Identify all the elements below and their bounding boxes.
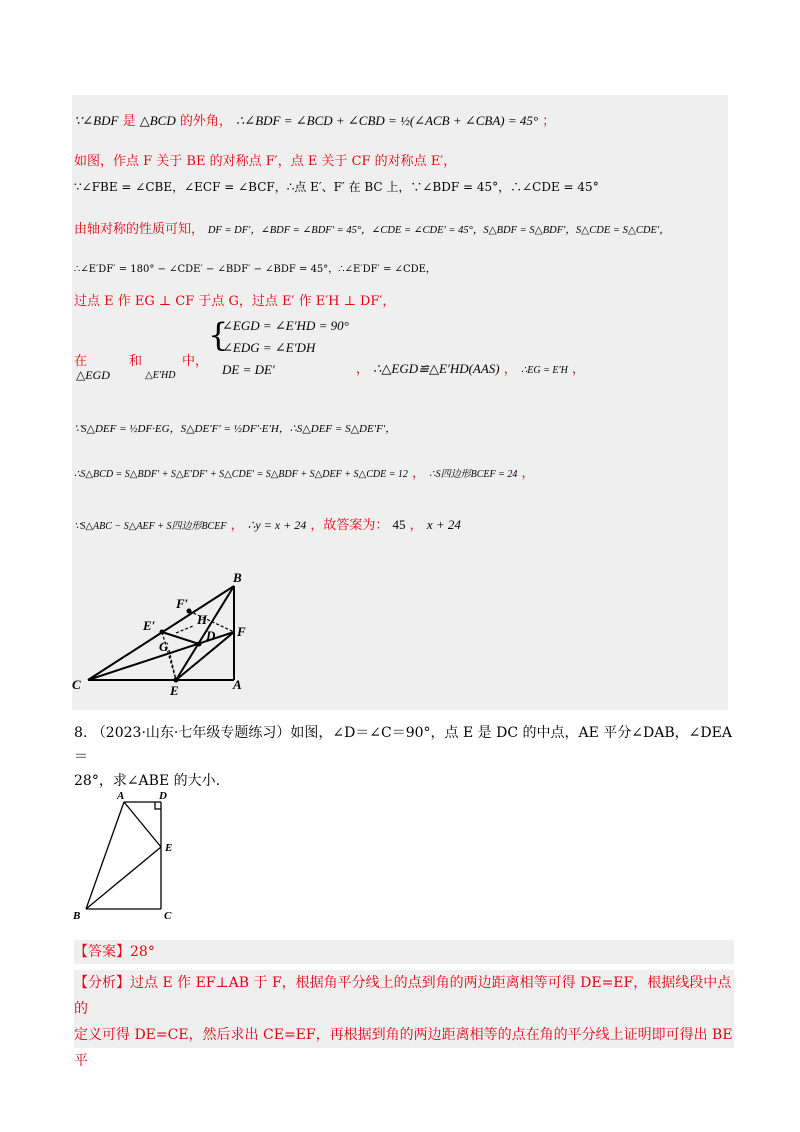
point-e-prime bbox=[160, 630, 165, 635]
solution-line-8: ∵S△DEF = ½DF·EG，S△DE′F′ = ½DF′·E′H，∴S△DEF = S△DE′F′， bbox=[74, 423, 397, 435]
math-text: ∴y = x + 24 bbox=[247, 518, 307, 532]
math-text: ∴EG = E′H bbox=[520, 365, 568, 376]
solution-line-3: ∵∠FBE = ∠CBE，∠ECF = ∠BCF，∴点 E′、F′ 在 BC 上，∵∠BDF = 45°，∴∠CDE = 45° bbox=[74, 180, 599, 194]
question-8 bbox=[74, 721, 734, 793]
label-g: G bbox=[159, 639, 169, 654]
system-eq-1: ∠EGD = ∠E′HD = 90° bbox=[222, 318, 349, 333]
label-f-prime: F′ bbox=[176, 596, 189, 611]
solution-line-7-d bbox=[356, 358, 585, 377]
answer-value: 28° bbox=[130, 944, 155, 960]
text: 是 bbox=[122, 114, 136, 129]
text: ， bbox=[572, 362, 586, 377]
label-a: A bbox=[117, 790, 125, 802]
label-h: H bbox=[197, 612, 208, 627]
dashed-e-prime-h bbox=[176, 626, 193, 633]
answer-tag: 【答案】 bbox=[74, 944, 130, 960]
solution-line-7-b: 和 bbox=[129, 354, 143, 369]
label-a: A bbox=[233, 677, 242, 692]
solution-line-4 bbox=[74, 218, 670, 237]
text: 由轴对称的性质可知， bbox=[74, 222, 205, 237]
triangle-ehd: △E′HD bbox=[145, 370, 176, 381]
brace: { bbox=[208, 316, 229, 354]
text: ，故答案为： bbox=[310, 518, 389, 533]
math-text: DF = DF′，∠BDF = ∠BDF′ = 45°，∠CDE = ∠CDE′ = 45°，S△BDF = S△BDF′，S△CDE = S△CDE′， bbox=[207, 225, 670, 236]
system-eq-3: DE = DE′ bbox=[222, 362, 275, 377]
label-d: D bbox=[159, 790, 167, 802]
math-text: ∵S△ABC − S△AEF + S四边形BCEF bbox=[74, 521, 227, 532]
analysis-text-2: 定义可得 DE=CE，然后求出 CE=EF，再根据到角的两边距离相等的点在角的平分线上证明即可得出 BE 平 bbox=[74, 1027, 733, 1069]
question-source: （2023·山东·七年级专题练习） bbox=[91, 725, 291, 741]
text: ， bbox=[412, 466, 426, 481]
text: ， bbox=[409, 518, 423, 533]
dashed-eg bbox=[169, 650, 176, 680]
text: ， bbox=[521, 466, 535, 481]
text: 的外角， bbox=[179, 114, 232, 129]
math-text: ∴△EGD≌△E′HD(AAS) bbox=[373, 361, 500, 376]
question-text-2: 28°，求∠ABE 的大小. bbox=[74, 773, 221, 789]
solution-line-1 bbox=[74, 110, 555, 129]
math-text: ∴S四边形BCEF = 24 bbox=[429, 469, 518, 480]
label-c: C bbox=[72, 677, 81, 692]
question-text-1: 如图，∠D＝∠C＝90°，点 E 是 DC 的中点，AE 平分∠DAB，∠DEA＝ bbox=[74, 725, 732, 765]
answer-line bbox=[74, 940, 734, 964]
math-text: 45 bbox=[392, 517, 406, 532]
math-text: x + 24 bbox=[426, 517, 461, 532]
analysis-text-1: 过点 E 作 EF⊥AB 于 F，根据角平分线上的点到角的两边距离相等可得 DE=EF，根据线段中点的 bbox=[74, 975, 732, 1017]
label-c: C bbox=[164, 910, 172, 922]
text: ， bbox=[230, 518, 244, 533]
solution-line-9 bbox=[74, 462, 535, 481]
math-text: ∴S△BCD = S△BDF′ + S△E′DF′ + S△CDE′ = S△BDF + S△DEF + S△CDE = 12 bbox=[74, 469, 408, 480]
label-d: D bbox=[206, 628, 216, 643]
math-text: △BCD bbox=[139, 113, 176, 128]
solution-line-7-c: 中， bbox=[182, 354, 209, 369]
solution-line-6: 过点 E 作 EG ⊥ CF 于点 G，过点 E′ 作 E′H ⊥ DF′， bbox=[74, 294, 396, 309]
geometry-figure-2 bbox=[70, 785, 190, 925]
solution-line-10 bbox=[74, 514, 461, 533]
text: ， bbox=[356, 362, 370, 377]
point-d bbox=[197, 642, 202, 647]
system-eq-2: ∠EDG = ∠E′DH bbox=[222, 340, 316, 355]
label-e: E bbox=[170, 683, 179, 698]
analysis-block bbox=[74, 970, 734, 1069]
triangle-egd: △EGD bbox=[76, 368, 110, 382]
label-e: E bbox=[165, 842, 173, 854]
math-text: ∵∠BDF bbox=[74, 113, 119, 128]
solution-line-5: ∴∠E′DF′ = 180° − ∠CDE′ − ∠BDF′ − ∠BDF = 45°，∴∠E′DF′ = ∠CDE， bbox=[74, 264, 436, 275]
label-b: B bbox=[233, 570, 242, 585]
math-text: ∴∠BDF = ∠BCD + ∠CBD = ½(∠ACB + ∠CBA) = 45° bbox=[236, 113, 539, 128]
label-b: B bbox=[73, 910, 81, 922]
solution-line-2: 如图，作点 F 关于 BE 的对称点 F′，点 E 关于 CF 的对称点 E′， bbox=[74, 154, 457, 169]
right-angle-mark bbox=[155, 802, 161, 809]
analysis-tag: 【分析】 bbox=[74, 975, 130, 991]
text: ， bbox=[503, 362, 517, 377]
question-number: 8. bbox=[74, 725, 88, 741]
geometry-figure-1 bbox=[66, 568, 266, 698]
label-e-prime: E′ bbox=[143, 618, 156, 633]
point-e bbox=[174, 678, 179, 683]
text: ； bbox=[542, 114, 556, 129]
label-f: F bbox=[237, 624, 246, 639]
solution-line-7-a: 在 bbox=[74, 354, 88, 369]
